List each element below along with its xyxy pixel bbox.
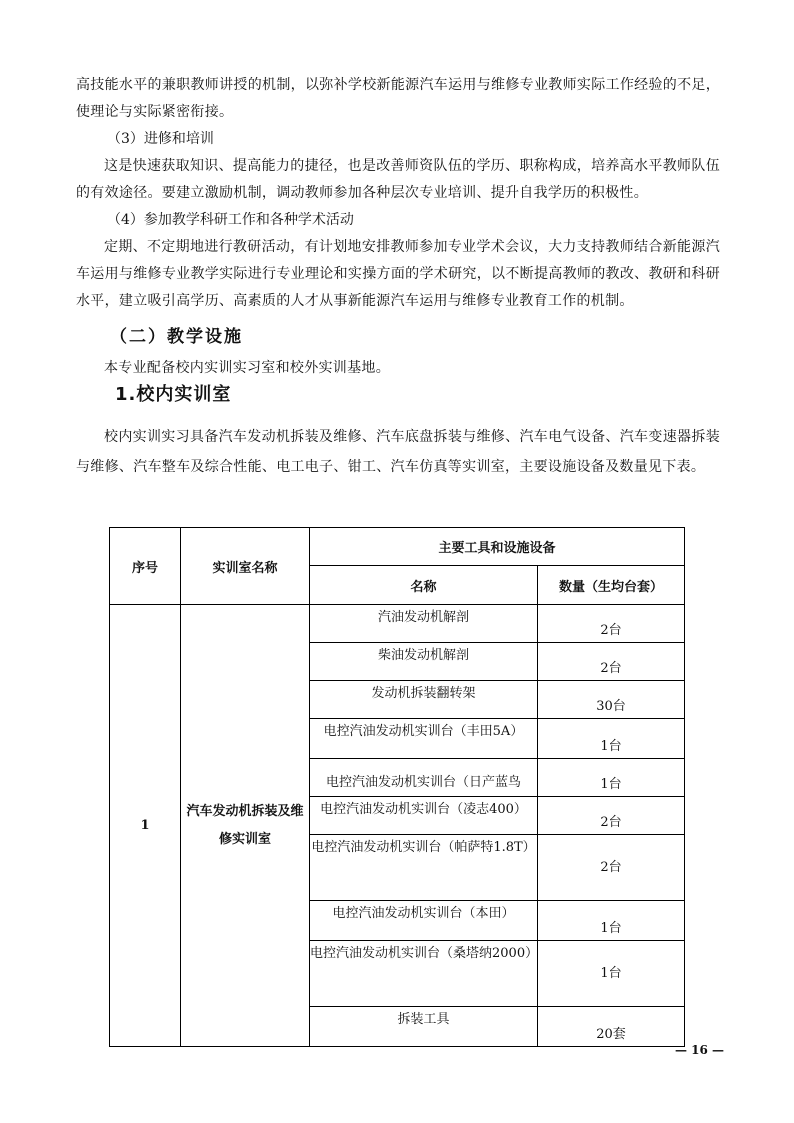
equipment-quantity: 2台 (538, 835, 685, 901)
header-name: 名称 (310, 566, 538, 605)
equipment-quantity: 2台 (538, 605, 685, 643)
equipment-quantity: 30台 (538, 681, 685, 719)
equipment-quantity: 1台 (538, 719, 685, 759)
equipment-name: 电控汽油发动机实训台（丰田5A） (310, 719, 538, 759)
equipment-name: 柴油发动机解剖 (310, 643, 538, 681)
equipment-name: 发动机拆装翻转架 (310, 681, 538, 719)
equipment-name: 电控汽油发动机实训台（日产蓝鸟 (310, 759, 538, 797)
header-room: 实训室名称 (181, 528, 310, 605)
header-seq: 序号 (110, 528, 181, 605)
paragraph-intro: 高技能水平的兼职教师讲授的机制，以弥补学校新能源汽车运用与维修专业教师实际工作经验的不足，使理论与实际紧密衔接。 (76, 77, 720, 120)
section-heading-onsite-lab: 1.校内实训室 (115, 384, 232, 405)
equipment-quantity: 2台 (538, 643, 685, 681)
paragraph-lab-list: 校内实训实习具备汽车发动机拆装及维修、汽车底盘拆装与维修、汽车电气设备、汽车变速器拆装与维修、汽车整车及综合性能、电工电子、钳工、汽车仿真等实训室，主要设施设备及数量见下表。 (76, 429, 720, 475)
subheading-training: （3）进修和培训 (107, 131, 214, 147)
equipment-name: 电控汽油发动机实训台（帕萨特1.8T） (310, 835, 538, 901)
equipment-quantity: 2台 (538, 797, 685, 835)
equipment-name: 电控汽油发动机实训台（凌志400） (310, 797, 538, 835)
equipment-name: 电控汽油发动机实训台（本田） (310, 901, 538, 941)
paragraph-facilities: 本专业配备校内实训实习室和校外实训基地。 (104, 360, 390, 376)
equipment-name: 拆装工具 (310, 1007, 538, 1047)
equipment-table (109, 527, 685, 1047)
equipment-name: 汽油发动机解剖 (310, 605, 538, 643)
section-heading-facilities: （二）教学设施 (110, 327, 243, 347)
paragraph-research: 定期、不定期地进行教研活动，有计划地安排教师参加专业学术会议，大力支持教师结合新能源汽车运用与维修专业教学实际进行专业理论和实操方面的学术研究，以不断提高教师的教改、教研和科研水平，建立吸引高学历、高素质的人才从事新能源汽车运用与维修专业教育工作的机制。 (76, 239, 720, 309)
subheading-research: （4）参加教学科研工作和各种学术活动 (107, 212, 354, 228)
equipment-name: 电控汽油发动机实训台（桑塔纳2000） (310, 941, 538, 1007)
equipment-quantity: 1台 (538, 941, 685, 1007)
equipment-quantity: 20套 (538, 1007, 685, 1047)
row-seq: 1 (110, 605, 181, 1047)
equipment-quantity: 1台 (538, 759, 685, 797)
row-room-name: 汽车发动机拆装及维修实训室 (181, 605, 310, 1047)
paragraph-training: 这是快速获取知识、提高能力的捷径，也是改善师资队伍的学历、职称构成，培养高水平教师队伍的有效途径。要建立激励机制，调动教师参加各种层次专业培训、提升自我学历的积极性。 (76, 158, 720, 201)
equipment-quantity: 1台 (538, 901, 685, 941)
header-main-equipment: 主要工具和设施设备 (310, 528, 685, 566)
page-number: — 16 — (675, 1043, 725, 1057)
header-quantity: 数量（生均台套） (538, 566, 685, 605)
